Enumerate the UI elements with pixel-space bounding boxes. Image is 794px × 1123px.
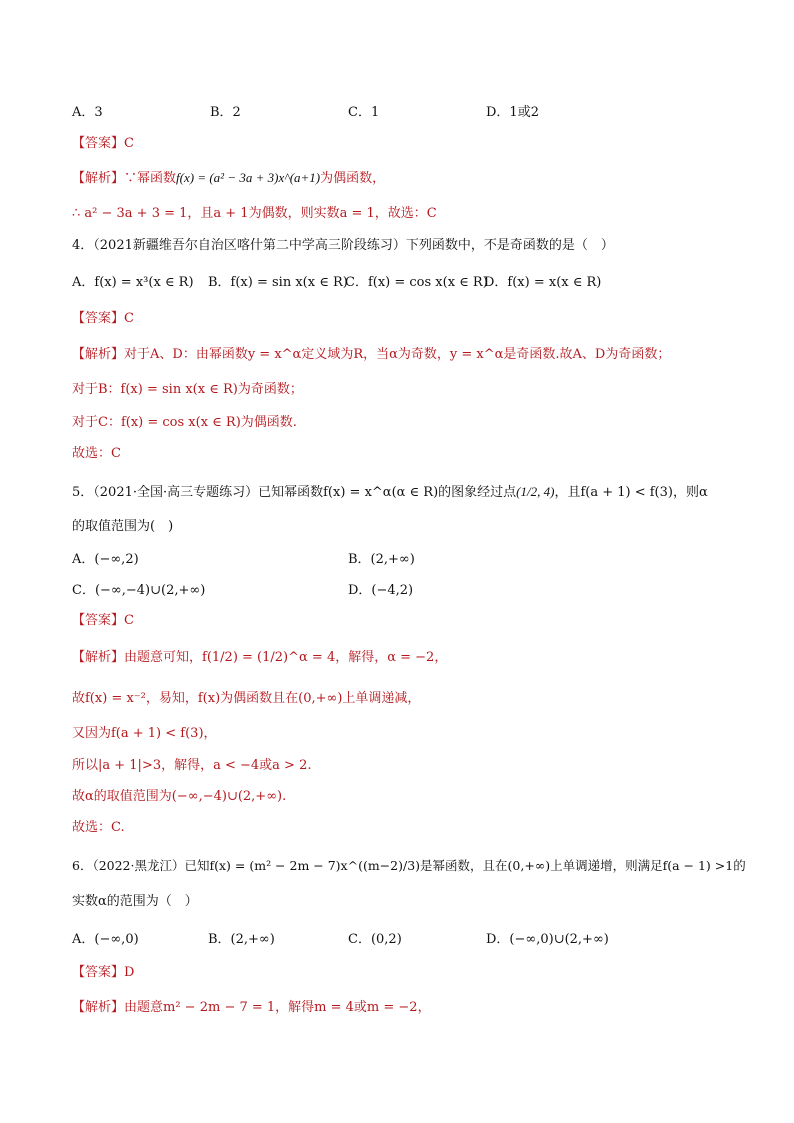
q5-stem-1: 5．（2021·全国·高三专题练习）已知幂函数f(x) = x^α(α ∈ R)的图象经过点(1/2, 4)，且f(a + 1) < f(3)，则α — [72, 484, 708, 500]
q5-analysis-6: 故选：C. — [72, 820, 125, 835]
q4-option-c: C．f(x) = cos x(x ∈ R) — [345, 275, 488, 290]
q5-option-c: C．(−∞,−4)∪(2,+∞) — [72, 583, 206, 598]
q4-answer: 【答案】C — [72, 311, 134, 326]
q6-stem-2: 实数α的范围为（ ） — [72, 894, 198, 909]
q4-analysis-4: 故选：C — [72, 446, 121, 461]
q5-analysis-1: 【解析】由题意可知，f(1/2) = (1/2)^α = 4，解得，α = −2， — [72, 650, 448, 665]
q5-analysis-3: 又因为f(a + 1) < f(3)， — [72, 726, 217, 741]
q3-analysis-2: ∴ a² − 3a + 3 = 1，且a + 1为偶数，则实数a = 1，故选：C — [72, 206, 437, 221]
q3-analysis-1: 【解析】∵幂函数f(x) = (a² − 3a + 3)x^(a+1)为偶函数， — [72, 170, 386, 186]
q6-analysis-1: 【解析】由题意m² − 2m − 7 = 1，解得m = 4或m = −2， — [72, 1000, 431, 1015]
q5-option-d: D．(−4,2) — [348, 583, 414, 598]
q6-option-b: B．(2,+∞) — [208, 932, 275, 947]
q5-stem-2: 的取值范围为( ) — [72, 519, 174, 534]
q6-stem-1: 6．（2022·黑龙江）已知f(x) = (m² − 2m − 7)x^((m−2)/3)是幂函数，且在(0,+∞)上单调递增，则满足f(a − 1) >1的 — [72, 858, 746, 873]
q4-option-a: A．f(x) = x³(x ∈ R) — [72, 275, 194, 290]
q6-answer: 【答案】D — [72, 965, 135, 980]
q6-option-d: D．(−∞,0)∪(2,+∞) — [486, 932, 609, 947]
q6-option-c: C．(0,2) — [348, 932, 402, 947]
q3-option-b: B．2 — [210, 105, 241, 120]
q3-option-c: C．1 — [348, 105, 380, 120]
q5-analysis-4: 所以|a + 1|>3，解得，a < −4或a > 2. — [72, 758, 312, 773]
q5-answer: 【答案】C — [72, 613, 134, 628]
q3-option-d: D．1或2 — [486, 105, 539, 120]
q5-option-a: A．(−∞,2) — [72, 552, 139, 567]
q5-option-b: B．(2,+∞) — [348, 552, 415, 567]
q4-stem: 4．（2021新疆维吾尔自治区喀什第二中学高三阶段练习）下列函数中，不是奇函数的是（ ） — [72, 238, 614, 253]
q6-option-a: A．(−∞,0) — [72, 932, 139, 947]
q3-answer: 【答案】C — [72, 136, 134, 151]
q5-analysis-2: 故f(x) = x⁻²，易知，f(x)为偶函数且在(0,+∞)上单调递减， — [72, 691, 421, 706]
q4-analysis-3: 对于C：f(x) = cos x(x ∈ R)为偶函数. — [72, 415, 297, 430]
q5-analysis-5: 故α的取值范围为(−∞,−4)∪(2,+∞). — [72, 789, 287, 804]
q4-analysis-1: 【解析】对于A、D：由幂函数y = x^α定义域为R，当α为奇数，y = x^α是奇函数.故A、D为奇函数； — [72, 347, 671, 362]
q3-option-a: A．3 — [72, 105, 103, 120]
q4-option-b: B．f(x) = sin x(x ∈ R) — [208, 275, 348, 290]
q4-option-d: D．f(x) = x(x ∈ R) — [484, 275, 602, 290]
q4-analysis-2: 对于B：f(x) = sin x(x ∈ R)为奇函数； — [72, 382, 303, 397]
